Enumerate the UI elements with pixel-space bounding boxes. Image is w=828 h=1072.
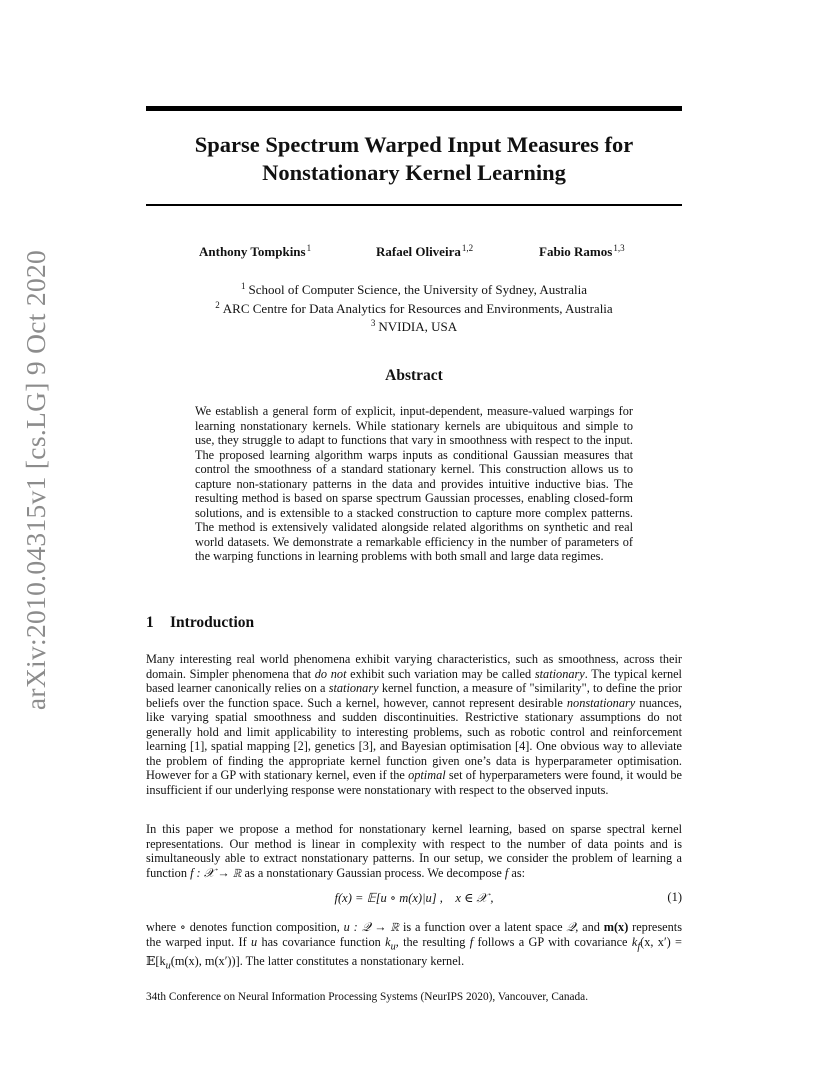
title-top-rule [146, 106, 682, 111]
author-name: Rafael Oliveira [376, 244, 461, 259]
math-inline: f : 𝒳 → ℝ [190, 865, 242, 880]
author-1 [199, 243, 311, 260]
author-affil-mark: 1,3 [613, 243, 625, 253]
intro-paragraph-3: where ∘ denotes function composition, u : 𝒬 → ℝ is a function over a latent space 𝒬, and m(x) represents the warped input. If u has covariance function $k_u$, the resulting f follows a GP with covariance $k_f(x$, $x') = 𝔼[k_u(m(x)$, m(x′))]. The latter constitutes a nonstationary kernel. [146, 920, 682, 972]
emphasis: do not [314, 666, 347, 681]
paper-title [146, 131, 682, 187]
author-name: Fabio Ramos [539, 244, 613, 259]
affiliation-1: $^1$ School of Computer Science, the University of Sydney, Australia [240, 281, 588, 297]
affiliation-2: $^2$ ARC Centre for Data Analytics for Resources and Environments, Australia [215, 299, 613, 316]
author-affil-mark: 1,2 [461, 243, 474, 253]
author-name: Anthony Tompkins [199, 244, 306, 259]
math-inline: u [251, 934, 258, 949]
math-inline: m(x) [603, 920, 629, 934]
section-number: 1 [146, 614, 154, 631]
title-line-2: Nonstationary Kernel Learning [262, 160, 566, 185]
title-bottom-rule [146, 204, 682, 206]
author-affil-mark: 1 [306, 243, 312, 253]
affiliations [146, 279, 682, 335]
abstract-text: We establish a general form of explicit, input-dependent, measure-valued warpings for learning nonstationary kernels. While stationary kernels are ubiquitous and simple to use, they struggle to adapt to functions that vary in smoothness with respect to the input. The proposed learning algorithm warps inputs as conditional Gaussian measures that control the smoothness of a standard stationary kernel. This construction allows us to capture non-stationary patterns in the data and provides intuitive inductive bias. The resulting method is based on sparse spectrum Gaussian processes, enabling closed-form solutions, and is extensible to a stacked construction to capture more complex patterns. The method is extensively validated alongside related algorithms on synthetic and real world datasets. We demonstrate a remarkable efficiency in the number of parameters of the warping functions in learning problems with both small and large data regimes. [195, 404, 633, 563]
emphasis: optimal [408, 768, 446, 782]
equation-formula: f(x) = 𝔼[u ∘ m(x)|u] , x ∈ 𝒳 , [334, 891, 494, 905]
abstract-heading: Abstract [385, 367, 443, 384]
affiliation-3: $^3$ NVIDIA, USA [370, 318, 458, 334]
math-inline: f [469, 934, 474, 949]
section-title: Introduction [170, 614, 255, 631]
emphasis: nonstationary [566, 695, 636, 710]
math-inline: k [385, 934, 391, 949]
section-heading [146, 614, 254, 632]
equation-number: (1) [667, 890, 682, 904]
math-inline: u : 𝒬 → ℝ [343, 920, 400, 934]
math-inline: k [631, 934, 638, 949]
math-inline: f [504, 865, 509, 880]
math-inline: 𝒬 [566, 920, 576, 934]
author-3 [539, 243, 625, 260]
arxiv-id-text: arXiv:2010.04315v1 [cs.LG] 9 Oct 2020 [20, 249, 51, 711]
emphasis: stationary [534, 666, 585, 681]
intro-paragraph-2: In this paper we propose a method for nonstationary kernel learning, based on sparse spectral kernel representations. Our method is linear in complexity with respect to the number of data points and is simultaneously able to extract nonstationary patterns. In our setup, we consider the problem of learning a function f : 𝒳 → ℝ as a nonstationary Gaussian process. We decompose f as: [146, 822, 682, 880]
title-line-1: Sparse Spectrum Warped Input Measures for [194, 132, 634, 157]
author-2 [376, 243, 473, 260]
emphasis: stationary [328, 681, 379, 695]
conference-footnote: 34th Conference on Neural Information Processing Systems (NeurIPS 2020), Vancouver, Canada. [146, 991, 589, 1003]
intro-paragraph-1: Many interesting real world phenomena exhibit varying characteristics, such as smoothness, across their domain. Simpler phenomena that do not exhibit such variation may be called stationary. The typical kernel based learner canonically relies on a stationary kernel function, a measure of "similarity", to define the prior beliefs over the function space. Such a kernel, however, cannot represent desirable nonstationary nuances, like varying spatial smoothness and sudden discontinuities. Restrictive stationary assumptions do not generally hold and limit applicability to interesting problems, such as robotic control and reinforcement learning [1], spatial mapping [2], genetics [3], and Bayesian optimisation [4]. One obvious way to alleviate the problem of finding the appropriate kernel function given one’s data is hyperparameter optimisation. However for a GP with stationary kernel, even if the optimal set of hyperparameters were found, it would be insufficient if our underlying response were nonstationary with respect to the observed inputs. [146, 652, 682, 797]
